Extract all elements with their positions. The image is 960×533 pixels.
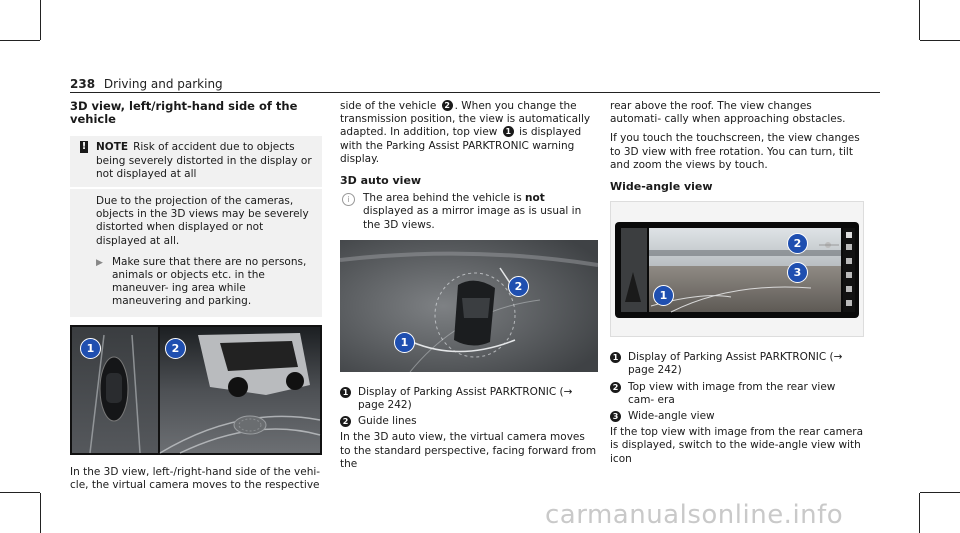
crop-mark [0,492,40,493]
legend [340,386,598,429]
legend-badge: 1 [610,352,621,363]
heading-wide-angle: Wide-angle view [610,180,713,194]
page-number: 238 [70,77,96,91]
legend-badge: 1 [340,387,351,398]
callout-2: 2 [787,233,808,254]
page-header [70,77,223,91]
info-text: The area behind the vehicle is [363,192,522,205]
note-action: Make sure that there are no persons, animals or objects etc. in the maneuver- ing area while maneuvering and parking. [112,255,307,308]
column-left [70,100,322,498]
action-arrow-icon: ▶ [96,257,103,268]
intro-text: rear above the roof. The view changes automati- cally when approaching obstacles. [610,100,846,126]
callout-1: 1 [653,285,674,306]
body-text: In the 3D view, left-/right-hand side of the vehi- cle, the virtual camera moves to the respective [70,465,321,491]
header-rule [70,92,880,93]
intro-part: side of the vehicle [340,100,437,112]
legend-item [340,386,598,412]
info-icon: i [342,193,355,206]
legend-text: Wide-angle view [628,410,715,423]
legend-text: Guide lines [358,415,417,428]
legend-text: Display of Parking Assist PARKTRONIC (→ page 242) [628,351,843,377]
section-title: Driving and parking [103,77,223,91]
crop-mark [40,0,41,40]
ref-badge-2: 2 [442,100,453,111]
note-detail-box [70,189,322,317]
callout-3: 3 [787,262,808,283]
info-note [340,192,598,232]
ref-badge-1: 1 [503,126,514,137]
legend-item [610,381,864,407]
callout-1: 1 [80,338,101,359]
legend-item [610,410,864,423]
legend-item [340,415,598,428]
touch-text: If you touch the touchscreen, the view changes to 3D view with free rotation. You can turn, tilt and zoom the views by touch. [610,132,860,171]
note-text: Risk of accident due to objects being severely distorted in the display or not displayed at all [96,141,312,180]
watermark: carmanualsonline.info [545,500,844,530]
callout-2: 2 [508,276,529,297]
crop-mark [0,40,40,41]
heading-3d-view: 3D view, left/right-hand side of the vehicle [70,99,298,127]
legend-text: Top view with image from the rear view cam- era [628,380,836,406]
intro-part: . When you change the transmission position, the view is automatically adapted. In addition, top view [340,100,591,139]
crop-mark [920,40,960,41]
callout-1: 1 [394,332,415,353]
crop-mark [919,493,920,533]
info-text: displayed as a mirror image as is usual in the 3D views. [363,205,582,231]
legend-badge: 2 [610,382,621,393]
legend-badge: 3 [610,411,621,422]
legend-item [610,351,864,377]
image-wide-angle-view [610,201,864,337]
body-text: In the 3D auto view, the virtual camera moves to the standard perspective, facing forward from the [340,431,597,470]
heading-3d-auto-view: 3D auto view [340,174,422,188]
note-title: NOTE [96,141,129,154]
column-middle [340,100,598,477]
legend-text: Display of Parking Assist PARKTRONIC (→ page 242) [358,385,573,412]
legend [610,351,864,423]
body-text: If the top view with image from the rear camera is displayed, switch to the wide-angle view with icon [610,426,864,465]
image-3d-side-view [70,325,322,455]
crop-mark [919,0,920,40]
crop-mark [920,492,960,493]
note-detail: Due to the projection of the cameras, objects in the 3D views may be severely distorted when displayed or not displayed at all. [96,195,309,247]
legend-badge: 2 [340,416,351,427]
info-bold: not [525,192,545,205]
intro-part: is displayed with the Parking Assist PARKTRONIC warning display. [340,126,582,165]
callout-2: 2 [165,338,186,359]
warning-icon: ! [81,141,87,153]
column-right [610,100,864,472]
intro-text [340,100,598,166]
crop-mark [40,493,41,533]
note-box [70,136,322,187]
image-3d-auto-view [340,240,598,372]
